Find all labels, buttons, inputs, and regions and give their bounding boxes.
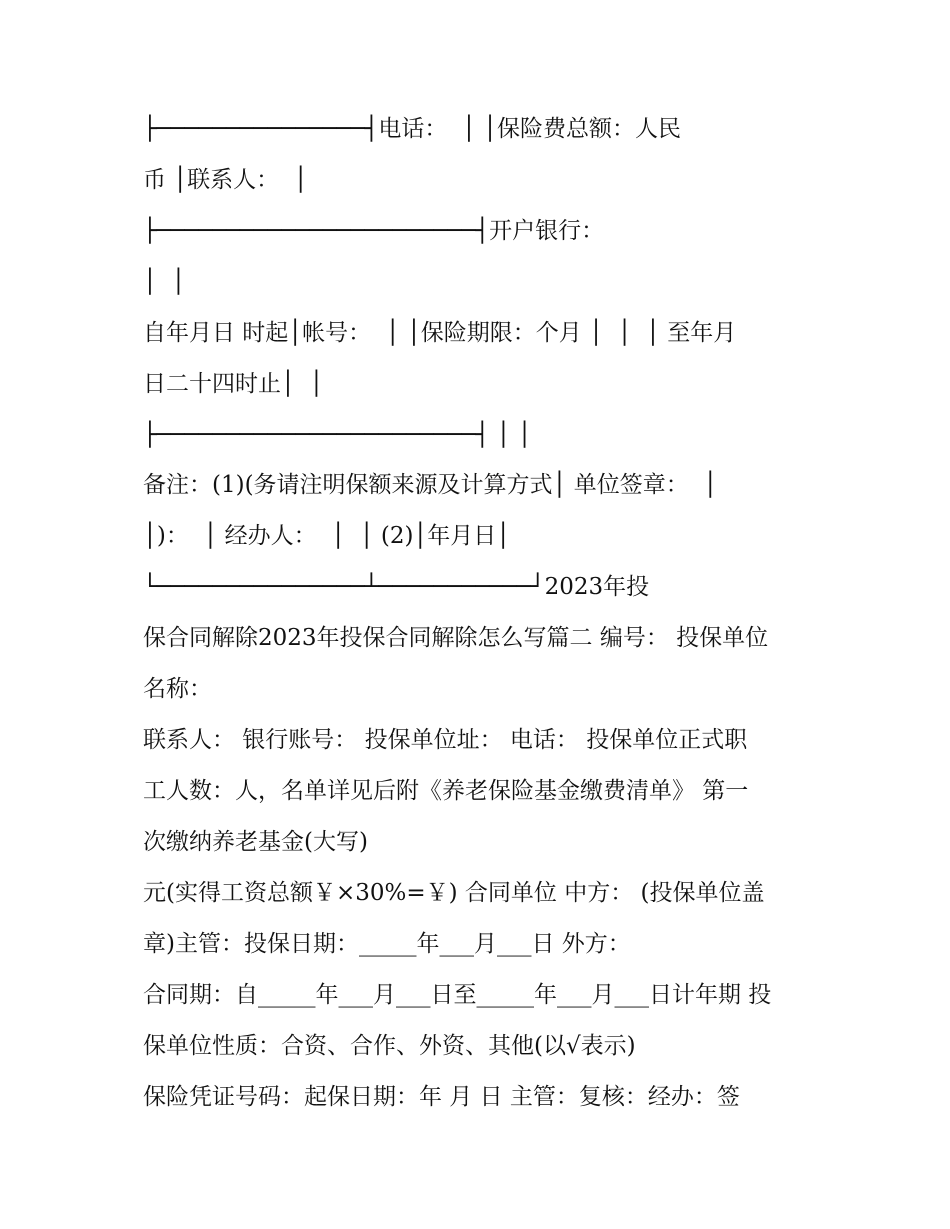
text-line: 备注：(1)(务请注明保额来源及计算方式│ 单位签章： │ bbox=[143, 472, 718, 498]
text-line: 自年月日 时起│帐号： │ │保险期限：个月 │ │ │ 至年月 bbox=[143, 320, 737, 346]
text-line: 币 │联系人： │ bbox=[143, 167, 308, 193]
text-line: │ │ bbox=[143, 269, 186, 295]
text-line: 保合同解除2023年投保合同解除怎么写篇二 编号： 投保单位 bbox=[143, 625, 769, 651]
text-line: 工人数：人，名单详见后附《养老保险基金缴费清单》 第一 bbox=[143, 778, 749, 804]
text-line: ├───────────────┤电话： │ │保险费总额：人民 bbox=[143, 116, 682, 142]
text-line: 元(实得工资总额￥×30%=￥) 合同单位 中方： (投保单位盖 bbox=[143, 880, 765, 906]
text-line: 章)主管：投保日期：_____年___月___日 外方： bbox=[143, 931, 631, 957]
text-line: 日二十四时止│ │ bbox=[143, 371, 324, 397]
text-line: 合同期：自_____年___月___日至_____年___月___日计年期 投 bbox=[143, 982, 772, 1008]
text-line: └───────────────┴───────────┘2023年投 bbox=[143, 574, 650, 600]
text-line: 保单位性质：合资、合作、外资、其他(以√表示) bbox=[143, 1033, 636, 1059]
text-line: ├───────────────────────┤ │ │ bbox=[143, 422, 532, 448]
text-line: │)： │ 经办人： │ │ (2)│年月日│ bbox=[143, 523, 511, 549]
text-line: ├───────────────────────┤开户银行： bbox=[143, 218, 605, 244]
text-line: 名称： bbox=[143, 676, 212, 702]
text-line: 联系人： 银行账号： 投保单位址： 电话： 投保单位正式职 bbox=[143, 727, 748, 753]
text-line: 次缴纳养老基金(大写) bbox=[143, 829, 368, 855]
text-line: 保险凭证号码：起保日期：年 月 日 主管：复核：经办：签 bbox=[143, 1084, 740, 1110]
